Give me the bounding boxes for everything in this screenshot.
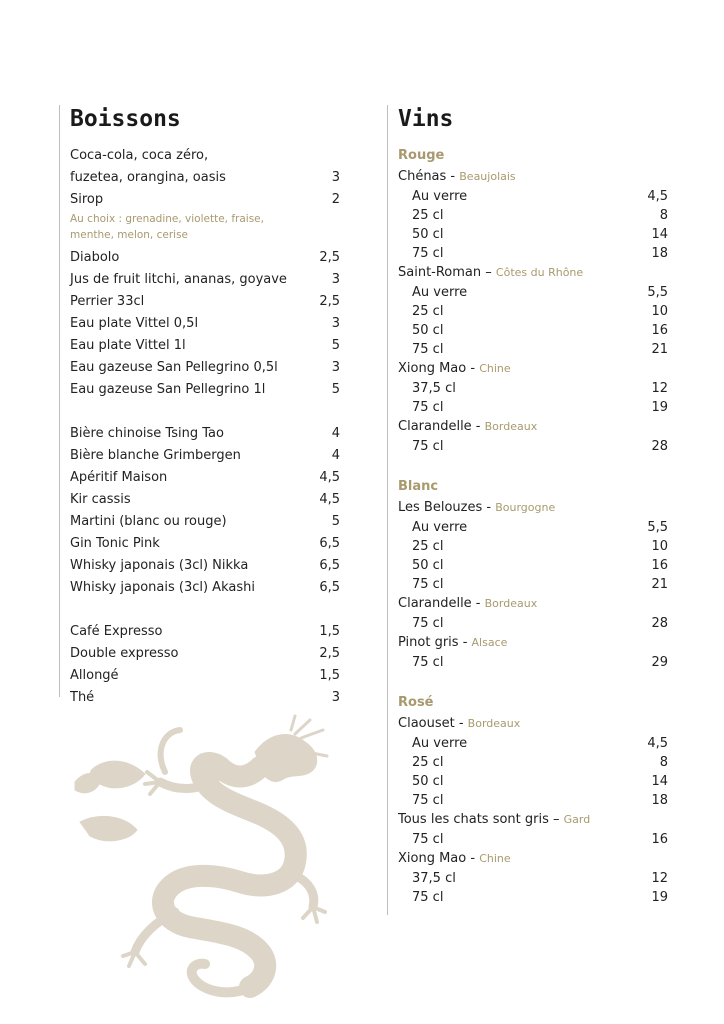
wine-price: 4,5 xyxy=(647,189,668,204)
item-name: Perrier 33cl xyxy=(70,294,145,309)
menu-item xyxy=(70,379,340,401)
wine-label: Pinot gris - xyxy=(398,635,472,650)
wine-price-row xyxy=(398,791,668,810)
menu-item xyxy=(70,167,340,189)
wine-size: Au verre xyxy=(412,520,468,535)
wine-size: 75 cl xyxy=(412,577,444,592)
wine-price-row xyxy=(398,772,668,791)
wine-size: 25 cl xyxy=(412,539,444,554)
menu-item xyxy=(70,269,340,291)
wine-size: 75 cl xyxy=(412,793,444,808)
wine-region: Bordeaux xyxy=(467,717,521,730)
boissons-title: Boissons xyxy=(70,106,181,132)
wine-price: 8 xyxy=(659,755,668,770)
wine-size: Au verre xyxy=(412,285,468,300)
wine-price-row xyxy=(398,614,668,633)
item-price: 3 xyxy=(331,170,340,185)
wine-price-row xyxy=(398,537,668,556)
wine-price-row xyxy=(398,869,668,888)
wine-section-title: Rouge xyxy=(398,148,445,163)
wine-price: 10 xyxy=(651,304,668,319)
wine-price: 10 xyxy=(651,539,668,554)
item-name: Whisky japonais (3cl) Akashi xyxy=(70,580,255,595)
wine-price-row xyxy=(398,398,668,417)
wine-price-row xyxy=(398,734,668,753)
wine-size: 75 cl xyxy=(412,616,444,631)
item-price: 4,5 xyxy=(319,470,340,485)
item-price: 4,5 xyxy=(319,492,340,507)
wine-price: 16 xyxy=(651,558,668,573)
vins-title: Vins xyxy=(398,106,454,132)
alcohol-list xyxy=(70,423,340,599)
menu-item xyxy=(70,621,340,643)
wine-name xyxy=(398,359,668,379)
menu-item xyxy=(70,533,340,555)
wine-size: 37,5 cl xyxy=(412,871,456,886)
wine-name xyxy=(398,498,668,518)
wine-region: Beaujolais xyxy=(459,170,516,183)
item-price: 6,5 xyxy=(319,558,340,573)
wine-price: 21 xyxy=(651,577,668,592)
item-name: Eau gazeuse San Pellegrino 0,5l xyxy=(70,360,278,375)
wine-size: 25 cl xyxy=(412,304,444,319)
item-price: 2,5 xyxy=(319,646,340,661)
boissons-column xyxy=(59,105,340,705)
wine-price: 5,5 xyxy=(647,285,668,300)
item-name: Martini (blanc ou rouge) xyxy=(70,514,227,529)
wine-region: Bourgogne xyxy=(495,501,556,514)
item-name: Bière chinoise Tsing Tao xyxy=(70,426,224,441)
item-price: 3 xyxy=(331,690,340,705)
item-price: 2,5 xyxy=(319,250,340,265)
wine-region: Chine xyxy=(479,852,511,865)
menu-item xyxy=(70,145,340,167)
item-price: 5 xyxy=(331,514,340,529)
hot-drinks-list xyxy=(70,621,340,709)
wine-label: Clarandelle - xyxy=(398,419,485,434)
menu-item xyxy=(70,423,340,445)
wine-price: 18 xyxy=(651,246,668,261)
menu-item xyxy=(70,687,340,709)
wine-size: 37,5 cl xyxy=(412,381,456,396)
wine-price: 12 xyxy=(651,871,668,886)
menu-item xyxy=(70,445,340,467)
menu-item xyxy=(70,291,340,313)
wine-region: Bordeaux xyxy=(484,597,538,610)
menu-item xyxy=(70,335,340,357)
item-price: 3 xyxy=(331,272,340,287)
item-name: fuzetea, orangina, oasis xyxy=(70,170,226,185)
wine-size: 50 cl xyxy=(412,774,444,789)
wine-size: 75 cl xyxy=(412,832,444,847)
item-name: Eau plate Vittel 0,5l xyxy=(70,316,199,331)
wine-name xyxy=(398,714,668,734)
spacer xyxy=(70,599,340,621)
item-price: 6,5 xyxy=(319,536,340,551)
item-name: Coca-cola, coca zéro, xyxy=(70,148,209,163)
wine-price-row xyxy=(398,225,668,244)
wine-price-row xyxy=(398,206,668,225)
wine-list xyxy=(398,145,668,907)
menu-item xyxy=(70,643,340,665)
wine-size: 50 cl xyxy=(412,558,444,573)
wine-price: 19 xyxy=(651,890,668,905)
wine-label: Tous les chats sont gris – xyxy=(398,812,564,827)
wine-name xyxy=(398,633,668,653)
wine-price: 5,5 xyxy=(647,520,668,535)
wine-price-row xyxy=(398,187,668,206)
item-price: 3 xyxy=(331,360,340,375)
wine-price: 21 xyxy=(651,342,668,357)
wine-region: Bordeaux xyxy=(484,420,538,433)
item-price: 6,5 xyxy=(319,580,340,595)
item-name: Eau gazeuse San Pellegrino 1l xyxy=(70,382,266,397)
menu-item xyxy=(70,555,340,577)
item-name: Thé xyxy=(70,690,95,705)
spacer xyxy=(398,456,668,476)
wine-price: 18 xyxy=(651,793,668,808)
item-price: 5 xyxy=(331,382,340,397)
menu-item xyxy=(70,313,340,335)
item-price: 2 xyxy=(331,192,340,207)
wine-price-row xyxy=(398,340,668,359)
item-price: 5 xyxy=(331,338,340,353)
wine-price-row xyxy=(398,556,668,575)
wine-price-row xyxy=(398,302,668,321)
wine-size: Au verre xyxy=(412,736,468,751)
wine-price-row xyxy=(398,653,668,672)
wine-name xyxy=(398,263,668,283)
wine-size: 75 cl xyxy=(412,439,444,454)
item-name: Whisky japonais (3cl) Nikka xyxy=(70,558,249,573)
wine-label: Chénas - xyxy=(398,169,460,184)
wine-section-title: Blanc xyxy=(398,479,439,494)
item-name: Allongé xyxy=(70,668,119,683)
menu-item xyxy=(70,189,340,211)
wine-name xyxy=(398,810,668,830)
item-name: Bière blanche Grimbergen xyxy=(70,448,241,463)
wine-size: Au verre xyxy=(412,189,468,204)
wine-region: Gard xyxy=(563,813,591,826)
dragon-illustration xyxy=(55,712,330,1004)
item-price: 4 xyxy=(331,448,340,463)
wine-price: 14 xyxy=(651,774,668,789)
item-price: 4 xyxy=(331,426,340,441)
wine-size: 75 cl xyxy=(412,400,444,415)
menu-item xyxy=(70,489,340,511)
wine-size: 75 cl xyxy=(412,890,444,905)
item-name: Apéritif Maison xyxy=(70,470,168,485)
wine-name xyxy=(398,849,668,869)
wine-price: 8 xyxy=(659,208,668,223)
wine-name xyxy=(398,594,668,614)
menu-item xyxy=(70,357,340,379)
wine-price-row xyxy=(398,379,668,398)
soft-drinks-list xyxy=(70,145,340,401)
menu-item xyxy=(70,511,340,533)
wine-section-title: Rosé xyxy=(398,695,434,710)
wine-name xyxy=(398,167,668,187)
item-name: Jus de fruit litchi, ananas, goyave xyxy=(70,272,287,287)
wine-size: 75 cl xyxy=(412,655,444,670)
wine-size: 50 cl xyxy=(412,323,444,338)
wine-label: Xiong Mao - xyxy=(398,361,480,376)
wine-price: 4,5 xyxy=(647,736,668,751)
item-price: 1,5 xyxy=(319,668,340,683)
wine-price-row xyxy=(398,830,668,849)
wine-price-row xyxy=(398,283,668,302)
item-price: 3 xyxy=(331,316,340,331)
item-name: Gin Tonic Pink xyxy=(70,536,160,551)
menu-item xyxy=(70,467,340,489)
wine-label: Saint-Roman – xyxy=(398,265,496,280)
menu-item xyxy=(70,665,340,687)
item-name: Sirop xyxy=(70,192,104,207)
wine-price: 28 xyxy=(651,439,668,454)
wine-price: 12 xyxy=(651,381,668,396)
wine-price-row xyxy=(398,888,668,907)
wine-price: 19 xyxy=(651,400,668,415)
wine-price-row xyxy=(398,575,668,594)
wine-price: 16 xyxy=(651,832,668,847)
wine-label: Xiong Mao - xyxy=(398,851,480,866)
wine-size: 25 cl xyxy=(412,755,444,770)
wine-label: Claouset - xyxy=(398,716,468,731)
wine-price-row xyxy=(398,321,668,340)
wine-size: 25 cl xyxy=(412,208,444,223)
item-name: Diabolo xyxy=(70,250,120,265)
item-name: Café Expresso xyxy=(70,624,163,639)
spacer xyxy=(70,401,340,423)
wine-price: 28 xyxy=(651,616,668,631)
wine-name xyxy=(398,417,668,437)
wine-price-row xyxy=(398,244,668,263)
menu-item xyxy=(70,247,340,269)
vins-column xyxy=(387,105,668,915)
wine-region: Alsace xyxy=(471,636,508,649)
wine-price: 14 xyxy=(651,227,668,242)
item-name: Double expresso xyxy=(70,646,179,661)
wine-price-row xyxy=(398,753,668,772)
item-price: 1,5 xyxy=(319,624,340,639)
wine-region: Côtes du Rhône xyxy=(495,266,584,279)
item-price: 2,5 xyxy=(319,294,340,309)
menu-item xyxy=(70,577,340,599)
item-name: Kir cassis xyxy=(70,492,131,507)
wine-price: 29 xyxy=(651,655,668,670)
wine-price: 16 xyxy=(651,323,668,338)
wine-size: 75 cl xyxy=(412,246,444,261)
wine-price-row xyxy=(398,437,668,456)
spacer xyxy=(398,672,668,692)
item-name: Eau plate Vittel 1l xyxy=(70,338,186,353)
wine-label: Les Belouzes - xyxy=(398,500,496,515)
wine-size: 75 cl xyxy=(412,342,444,357)
item-note: Au choix : grenadine, violette, fraise, menthe, melon, cerise xyxy=(70,213,264,241)
wine-size: 50 cl xyxy=(412,227,444,242)
wine-label: Clarandelle - xyxy=(398,596,485,611)
wine-region: Chine xyxy=(479,362,511,375)
wine-price-row xyxy=(398,518,668,537)
